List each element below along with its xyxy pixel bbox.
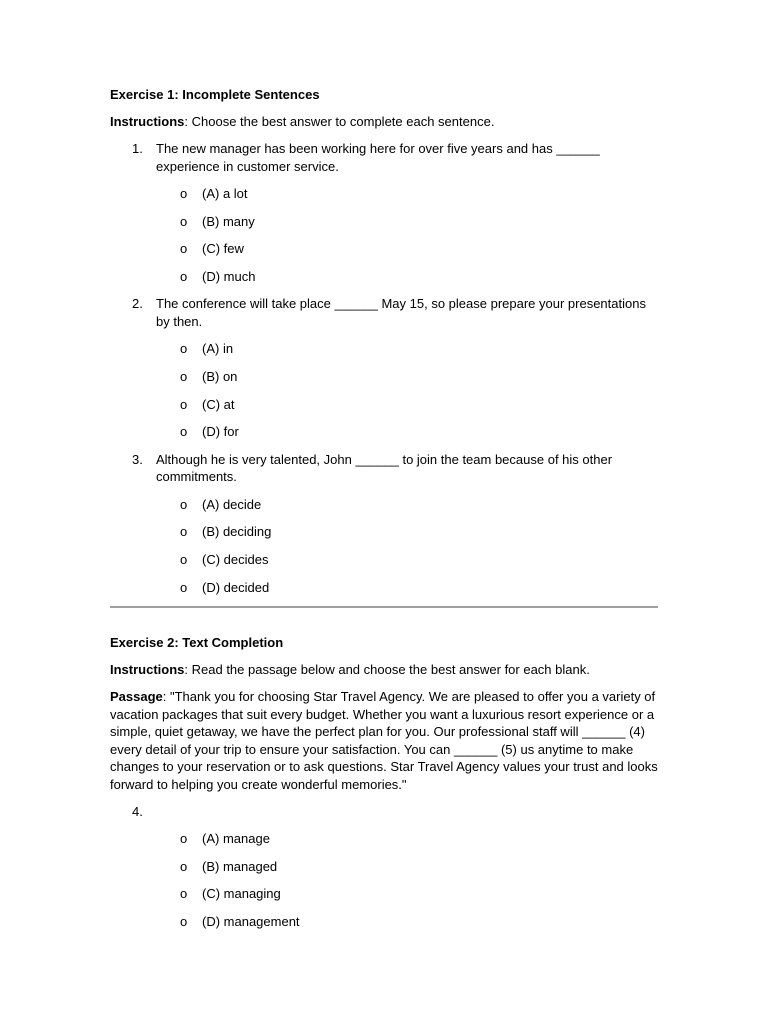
option-text: (A) a lot xyxy=(202,186,248,201)
option-text: (C) at xyxy=(202,396,235,412)
bullet-icon: o xyxy=(180,858,188,874)
exercise-2-title: Exercise 2: Text Completion xyxy=(110,635,284,651)
question-text: Although he is very talented, John ______ to join the team because of his other commitments. xyxy=(156,451,613,485)
option-text: (B) on xyxy=(202,368,238,384)
question-number: 2. xyxy=(132,296,143,312)
question-3 xyxy=(110,451,658,486)
passage-label: Passage xyxy=(110,689,163,705)
question-text: The conference will take place ______ May 15, so please prepare your presentations by then. xyxy=(156,296,646,329)
question-number: 1. xyxy=(132,141,143,156)
option-text: (C) managing xyxy=(202,886,281,902)
question-2 xyxy=(110,295,658,330)
option-item xyxy=(110,579,658,596)
exercise-2-instructions xyxy=(110,661,658,678)
question-1 xyxy=(110,140,658,175)
option-item xyxy=(110,368,658,385)
option-text: (C) decides xyxy=(202,551,269,567)
bullet-icon: o xyxy=(180,341,188,357)
exercise-1-title: Exercise 1: Incomplete Sentences xyxy=(110,87,320,102)
option-text: (D) management xyxy=(202,913,300,929)
option-item xyxy=(110,185,658,202)
option-item xyxy=(110,268,658,285)
bullet-icon: o xyxy=(180,241,188,257)
question-4 xyxy=(110,803,658,820)
option-text: (B) managed xyxy=(202,858,278,874)
question-number: 4. xyxy=(132,804,143,820)
bullet-icon: o xyxy=(180,579,188,595)
question-2-options xyxy=(110,340,658,440)
option-item xyxy=(110,913,658,930)
bullet-icon: o xyxy=(180,368,188,384)
option-text: (B) many xyxy=(202,213,255,229)
option-text: (C) few xyxy=(202,241,244,257)
bullet-icon: o xyxy=(180,424,188,440)
option-item xyxy=(110,858,658,875)
question-4-options xyxy=(110,830,658,930)
option-text: (A) in xyxy=(202,341,234,357)
option-text: (D) much xyxy=(202,268,256,284)
question-number: 3. xyxy=(132,451,143,467)
bullet-icon: o xyxy=(180,496,188,512)
question-1-options xyxy=(110,185,658,285)
bullet-icon: o xyxy=(180,396,188,412)
option-item xyxy=(110,523,658,540)
option-item xyxy=(110,423,658,440)
option-item xyxy=(110,830,658,847)
instructions-label: Instructions xyxy=(110,114,185,129)
option-item xyxy=(110,240,658,257)
bullet-icon: o xyxy=(180,268,188,284)
bullet-icon: o xyxy=(180,886,188,902)
exercise-1-instructions xyxy=(110,113,658,130)
section-divider xyxy=(110,606,658,608)
option-text: (A) manage xyxy=(202,831,270,847)
option-item xyxy=(110,885,658,902)
passage-text: : "Thank you for choosing Star Travel Agency. We are pleased to offer you a variety of vacation packages that suit every budget. Whether you want a luxurious resort experience or a simple, quiet getaway, we have the perfect plan for you. Our professional staff will ______ (4) every detail of your trip to ensure your satisfaction. You can ______ (5) us anytime to make changes to your reservation or to ask questions. Star Travel Agency values your trust and looks forward to helping you create wonderful memories." xyxy=(110,689,658,792)
option-text: (D) for xyxy=(202,424,239,440)
option-text: (B) deciding xyxy=(202,524,272,540)
bullet-icon: o xyxy=(180,524,188,540)
bullet-icon: o xyxy=(180,186,188,201)
option-text: (A) decide xyxy=(202,496,262,512)
instructions-label: Instructions xyxy=(110,662,185,678)
question-3-options xyxy=(110,496,658,596)
instructions-text: : Choose the best answer to complete each sentence. xyxy=(184,114,495,129)
option-item xyxy=(110,213,658,230)
bullet-icon: o xyxy=(180,213,188,229)
bullet-icon: o xyxy=(180,913,188,929)
bullet-icon: o xyxy=(180,831,188,847)
question-text: The new manager has been working here for over five years and has ______ experience in customer service. xyxy=(156,141,600,174)
option-item xyxy=(110,396,658,413)
option-item xyxy=(110,551,658,568)
option-item xyxy=(110,496,658,513)
option-item xyxy=(110,340,658,357)
instructions-text: : Read the passage below and choose the best answer for each blank. xyxy=(184,662,590,678)
document-page xyxy=(110,86,658,941)
passage xyxy=(110,688,658,793)
bullet-icon: o xyxy=(180,551,188,567)
option-text: (D) decided xyxy=(202,579,270,595)
